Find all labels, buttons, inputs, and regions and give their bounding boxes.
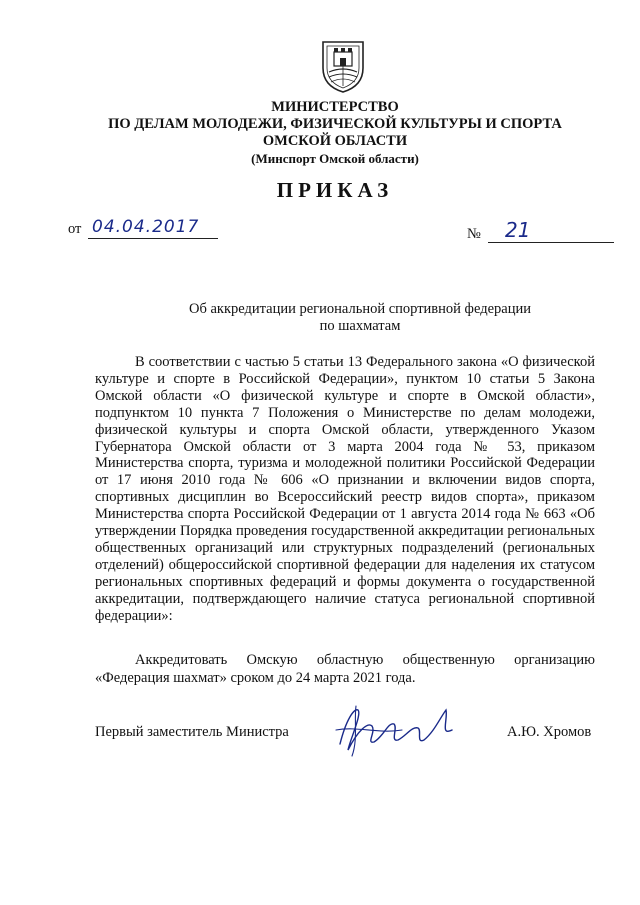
ministry-name-line-1: МИНИСТЕРСТВО: [271, 99, 399, 115]
order-number-label: №: [467, 226, 481, 242]
subject-line-1: Об аккредитации региональной спортивной федерации: [189, 301, 531, 317]
preamble-paragraph: В соответствии с частью 5 статьи 13 Федерального закона «О физической культуре и спорте в Российской Федерации», пунктом 10 статьи 5 Закона Омской области «О физической культуре и спорте в Омской области», подпунктом 10 пункта 7 Положения о Министерстве по делам молодежи, физической культуры и спорта Омской области, утвержденного Указом Губернатора Омской области от 3 марта 2004 года № 53, приказом Министерства спорта, туризма и молодежной политики Российской Федерации от 17 июня 2010 года № 606 «О признании и включении видов спорта, спортивных дисциплин во Всероссийский реестр видов спорта», приказом Министерства спорта Российской Федерации от 1 августа 2014 года № 663 «Об утверждении Порядка проведения государственной аккредитации региональных общественных организаций или структурных подразделений (региональных отделений) общероссийской спортивной федерации для наделения их статусом региональных спортивных федераций и формы документа о государственной аккредитации, подтверждающего наличие статуса региональной спортивной федерации»:: [95, 354, 595, 624]
subject-line-2: по шахматам: [319, 318, 401, 334]
ministry-short-name: (Минспорт Омской области): [251, 151, 419, 166]
order-date: 04.04.2017: [92, 217, 200, 237]
order-preamble: [95, 354, 595, 625]
handwritten-signature-icon: [328, 700, 468, 760]
resolution-paragraph: Аккредитовать Омскую областную общественную организацию «Федерация шахмат» сроком до 24 марта 2021 года.: [95, 652, 595, 686]
signatory-name: А.Ю. Хромов: [507, 724, 592, 740]
date-from-label: от: [68, 221, 82, 237]
ministry-name-line-2: ПО ДЕЛАМ МОЛОДЕЖИ, ФИЗИЧЕСКОЙ КУЛЬТУРЫ И СПОРТА: [108, 116, 562, 132]
ministry-name-line-3: ОМСКОЙ ОБЛАСТИ: [262, 133, 408, 149]
date-underline: [88, 238, 218, 239]
omsk-coat-of-arms-icon: [319, 38, 367, 94]
number-underline: [488, 242, 614, 243]
order-resolution: [95, 651, 595, 687]
order-number: 21: [505, 218, 531, 242]
order-title: ПРИКАЗ: [276, 178, 394, 202]
signatory-title: Первый заместитель Министра: [95, 724, 289, 740]
